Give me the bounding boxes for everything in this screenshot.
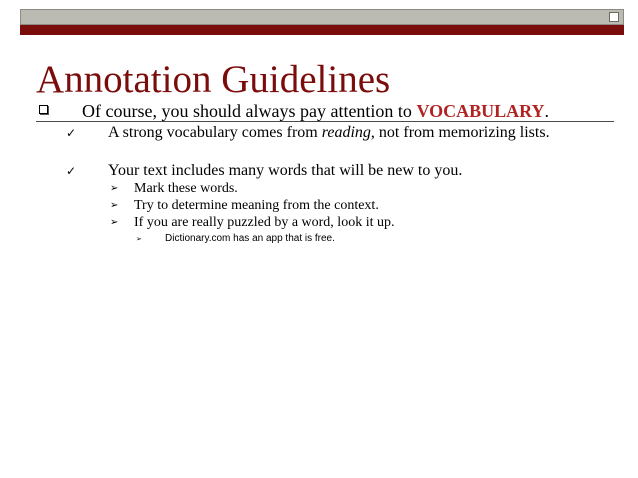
- top-decor-bar: [20, 9, 624, 25]
- arrow-bullet-icon: ➢: [110, 183, 119, 194]
- bullet-reading-suffix: , not from memorizing lists.: [370, 124, 550, 141]
- arrow-bullet-icon: ➢: [110, 200, 119, 211]
- title-divider: [36, 121, 614, 122]
- bullet-vocabulary: [82, 101, 549, 121]
- bullet-reading-prefix: A strong vocabulary comes from: [108, 124, 322, 141]
- arrow-bullet-icon: ➢: [110, 217, 119, 228]
- sub-item-look-up: If you are really puzzled by a word, look it up.: [134, 215, 395, 230]
- sub-item-dictionary-app: Dictionary.com has an app that is free.: [165, 233, 335, 244]
- sub-item-context: Try to determine meaning from the context.: [134, 198, 379, 213]
- bullet-new-words: Your text includes many words that will be new to you.: [108, 162, 463, 179]
- slide-title: Annotation Guidelines: [36, 58, 391, 101]
- bullet-vocabulary-suffix: .: [544, 101, 549, 121]
- bullet-reading: [108, 124, 550, 142]
- bullet-vocabulary-prefix: Of course, you should always pay attention to: [82, 101, 417, 121]
- header-accent-bar: [20, 25, 624, 35]
- check-icon: ✓: [66, 126, 77, 140]
- check-icon: ✓: [66, 164, 77, 178]
- square-bullet-icon: [39, 105, 48, 114]
- arrow-bullet-icon: ➢: [136, 235, 142, 243]
- vocabulary-emphasis: VOCABULARY: [416, 101, 545, 121]
- sub-item-mark-words: Mark these words.: [134, 181, 238, 196]
- reading-emphasis: reading: [321, 124, 371, 141]
- corner-square-icon: [609, 12, 619, 22]
